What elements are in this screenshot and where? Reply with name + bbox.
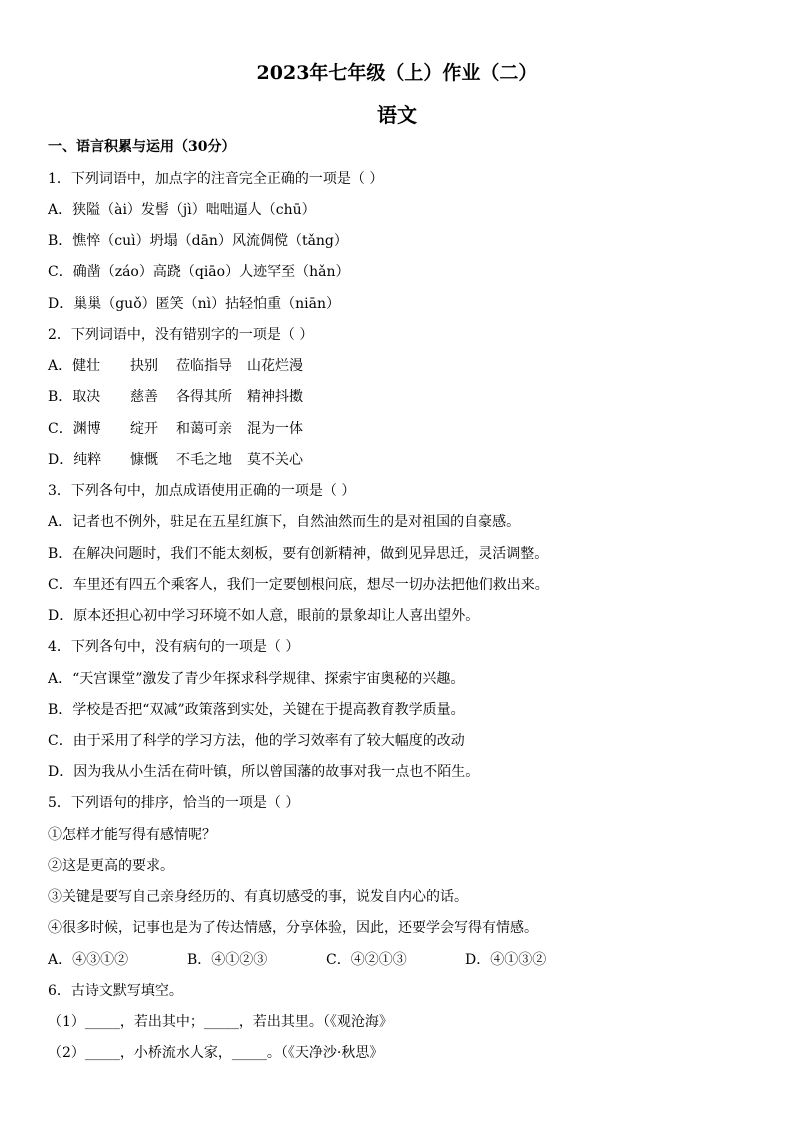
word: 莫不关心 [247, 452, 303, 468]
sentence-4: ④很多时候，记事也是为了传达情感，分享体验，因此，还要学会写得有情感。 [48, 920, 538, 936]
word: 不毛之地 [176, 452, 232, 468]
document-title: 2023年七年级（上）作业（二） [256, 62, 538, 84]
word: 混为一体 [247, 421, 303, 437]
subject-title: 语文 [377, 103, 417, 127]
sentence-3: ③关键是要写自己亲身经历的、有真切感受的事，说发自内心的话。 [48, 889, 468, 905]
question-6-stem: 6．古诗文默写填空。 [48, 983, 183, 999]
word: C．渊博 [48, 421, 101, 437]
question-1-option-c: C．确凿（záo）高跷（qiāo）人迹罕至（hǎn） [48, 264, 350, 280]
word: 慷慨 [130, 452, 158, 468]
question-3-option-c: C．车里还有四五个乘客人，我们一定要刨根问底，想尽一切办法把他们救出来。 [48, 577, 549, 593]
word: 山花烂漫 [247, 358, 303, 374]
question-4-option-d: D．因为我从小生活在荷叶镇，所以曾国藩的故事对我一点也不陌生。 [48, 764, 480, 780]
word: A．健壮 [48, 358, 101, 374]
option-d: D．④①③② [465, 952, 547, 968]
word: 莅临指导 [176, 358, 232, 374]
word: 慈善 [130, 389, 158, 405]
sentence-1: ①怎样才能写得有感情呢？ [48, 827, 216, 843]
sentence-2: ②这是更高的要求。 [48, 858, 174, 874]
word: B．取决 [48, 389, 101, 405]
poem-fill-2: （2）_____，小桥流水人家，_____。（《天净沙·秋思》 [48, 1045, 384, 1061]
question-3-option-d: D．原本还担心初中学习环境不如人意，眼前的景象却让人喜出望外。 [48, 608, 480, 624]
question-3-option-a: A．记者也不例外，驻足在五星红旗下，自然油然而生的是对祖国的自豪感。 [48, 514, 521, 530]
section-heading: 一、语言积累与运用（30分） [48, 139, 236, 155]
word: 各得其所 [176, 389, 232, 405]
question-2-option-b [48, 388, 303, 406]
question-2-stem: 2．下列词语中，没有错别字的一项是（ ） [48, 327, 314, 343]
question-1-option-b: B．憔悴（cuì）坍塌（dān）风流倜傥（tǎng） [48, 233, 348, 249]
question-5-options [48, 951, 546, 969]
option-b: B．④①②③ [187, 952, 268, 968]
question-2-option-d [48, 451, 303, 469]
question-2-option-a [48, 357, 303, 375]
question-4-option-c: C．由于采用了科学的学习方法，他的学习效率有了较大幅度的改动 [48, 733, 465, 749]
word: 抉别 [130, 358, 158, 374]
word: 绽开 [130, 421, 158, 437]
question-2-option-c [48, 420, 303, 438]
word: 和蔼可亲 [176, 421, 232, 437]
question-1-option-a: A．狭隘（ài）发髻（jì）咄咄逼人（chū） [48, 202, 316, 218]
question-3-stem: 3．下列各句中，加点成语使用正确的一项是（ ） [48, 483, 356, 499]
question-3-option-b: B．在解决问题时，我们不能太刻板，要有创新精神，做到见异思迁，灵活调整。 [48, 546, 549, 562]
question-4-option-a: A．“天宫课堂”激发了青少年探求科学规律、探索宇宙奥秘的兴趣。 [48, 671, 465, 687]
word: 精神抖擞 [247, 389, 303, 405]
question-4-stem: 4．下列各句中，没有病句的一项是（ ） [48, 639, 300, 655]
option-a: A．④③①② [48, 952, 129, 968]
question-1-option-d: D．巢巢（guǒ）匿笑（nì）拈轻怕重（niān） [48, 296, 340, 312]
question-4-option-b: B．学校是否把“双减”政策落到实处，关键在于提高教育教学质量。 [48, 702, 465, 718]
poem-fill-1: （1）_____，若出其中；_____，若出其里。（《观沧海》 [48, 1014, 393, 1030]
option-c: C．④②①③ [326, 952, 407, 968]
word: D．纯粹 [48, 452, 102, 468]
question-5-stem: 5．下列语句的排序，恰当的一项是（ ） [48, 795, 300, 811]
question-1-stem: 1．下列词语中，加点字的注音完全正确的一项是（ ） [48, 171, 384, 187]
